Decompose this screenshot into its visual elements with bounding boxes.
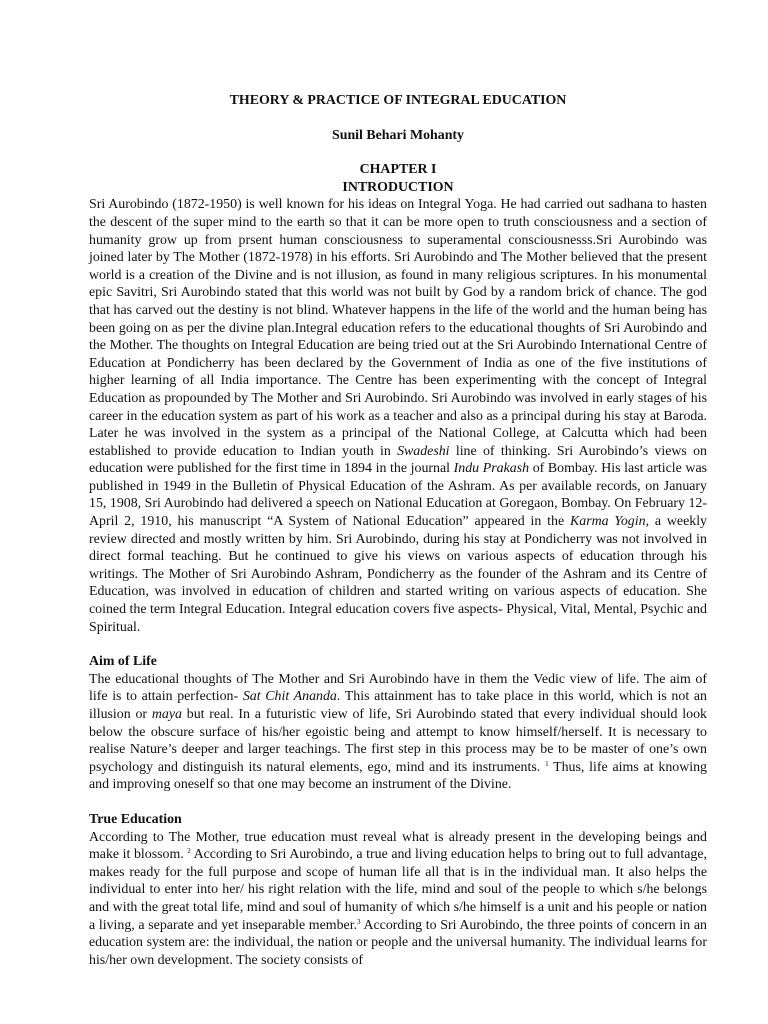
intro-text-2: line of thinking. Sri Aurobindo’s views on education were published for the first time in 1894 in the journal	[89, 443, 707, 477]
intro-paragraph	[89, 196, 707, 636]
chapter-number: CHAPTER I	[359, 162, 437, 178]
true-edu-text-2: According to Sri Aurobindo, a true and living education helps to bring out to full advantage, makes ready for the full purpose and scope of human life all that is in the individual man. It also helps the individual to enter into her/ his right relation with the life, mind and soul of the people to which s/he belongs and with the great total life, mind and soul of humanity of which s/he himself is a unit and his people or nation a living, a separate and yet inseparable member.	[89, 847, 707, 933]
intro-text-3: of Bombay. His last article was published in 1949 in the Bulletin of Physical Education of the Ashram. As per available records, on January 15, 1908, Sri Aurobindo had delivered a speech on National Education at Goregaon, Bombay. On February 12- April 2, 1910, his manuscript “A System of National Education” appeared in the	[89, 461, 708, 530]
aim-text-2: . This attainment has to take place in this world, which is not an illusion or	[89, 689, 707, 722]
document-title: THEORY & PRACTICE OF INTEGRAL EDUCATION	[229, 93, 567, 108]
intro-text-4: , a weekly review directed and mostly written by him. Sri Aurobindo, during his stay at Pondicherry was not involved in direct formal teaching. But he continued to give his views on various aspects of education through his writings. The Mother of Sri Aurobindo Ashram, Pondicherry as the founder of the Ashram and its Centre of Education, was involved in education of children and started writing on various aspects of education. She coined the term Integral Education. Integral education covers five aspects- Physical, Vital, Mental, Psychic and Spiritual.	[89, 514, 707, 635]
true-edu-text-3: According to Sri Aurobindo, the three points of concern in an education system are: the individual, the nation or people and the universal humanity. The individual learns for his/her own development. The society consists of	[89, 917, 708, 968]
aim-text-3: but real. In a futuristic view of life, Sri Aurobindo stated that every individual should look below the obscure surface of his/her egoistic being and attempt to know himself/herself. It is necessary to realise Nature’s deeper and larger teachings. The first step in this process may be to be master of one’s own psychology and distinguish its natural elements, ego, mind and its instruments.	[89, 707, 707, 775]
chapter-title: INTRODUCTION	[342, 179, 454, 195]
karma-yogin-journal: Karma Yogin	[569, 514, 646, 530]
aim-text-1: The educational thoughts of The Mother and Sri Aurobindo have in them the Vedic view of life. The aim of life is to attain perfection-	[89, 671, 707, 705]
aim-of-life-paragraph	[89, 671, 707, 794]
footnote-ref-1: 1	[545, 759, 549, 768]
footnote-ref-2: 2	[187, 847, 191, 856]
author-name: Sunil Behari Mohanty	[332, 127, 464, 143]
true-education-paragraph	[89, 829, 707, 970]
sat-chit-ananda-term: Sat Chit Ananda	[242, 689, 337, 705]
aim-text-4: Thus, life aims at knowing and improving oneself so that one may become an instrument of the Divine.	[89, 759, 707, 793]
swadeshi-term: Swadeshi	[397, 443, 450, 459]
true-edu-text-1: According to The Mother, true education must reveal what is already present in the developing beings and make it blossom.	[89, 829, 707, 863]
true-education-heading: True Education	[89, 811, 182, 827]
aim-of-life-heading: Aim of Life	[89, 654, 157, 670]
intro-text-1: Sri Aurobindo (1872-1950) is well known for his ideas on Integral Yoga. He had carried out sadhana to hasten the descent of the super mind to the earth so that it can be more open to truth consciousness and a section of humanity grow up from prsent human consciousness to superamental consciousnesss.Sri Aurobindo was joined later by The Mother (1872-1978) in his efforts. Sri Aurobindo and The Mother believed that the present world is a creation of the Divine and is not illusion, as found in many religious scriptures. In his monumental epic Savitri, Sri Aurobindo stated that this world was not built by God by a random brick of chance. The god that has carved out the destiny is not blind. Whatever happens in the life of the world and the human being has been going on as per the divine plan.Integral education refers to the educational thoughts of Sri Aurobindo and the Mother. The thoughts on Integral Education are being tried out at the Sri Aurobindo International Centre of Education at Pondicherry has been declared by the Government of India as one of the five institutions of higher learning of all India importance. The Centre has been experimenting with the concept of Integral Education as propounded by The Mother and Sri Aurobindo. Sri Aurobindo was involved in early stages of his career in the education system as part of his work as a teacher and also as a principal during his stay at Baroda. Later he was involved in the system as a principal of the National College, at Calcutta which had been established to provide education to Indian youth in	[89, 197, 707, 459]
footnote-ref-3: 3	[357, 917, 361, 926]
maya-term: maya	[151, 707, 182, 722]
indu-prakash-journal: Indu Prakash	[453, 461, 530, 477]
